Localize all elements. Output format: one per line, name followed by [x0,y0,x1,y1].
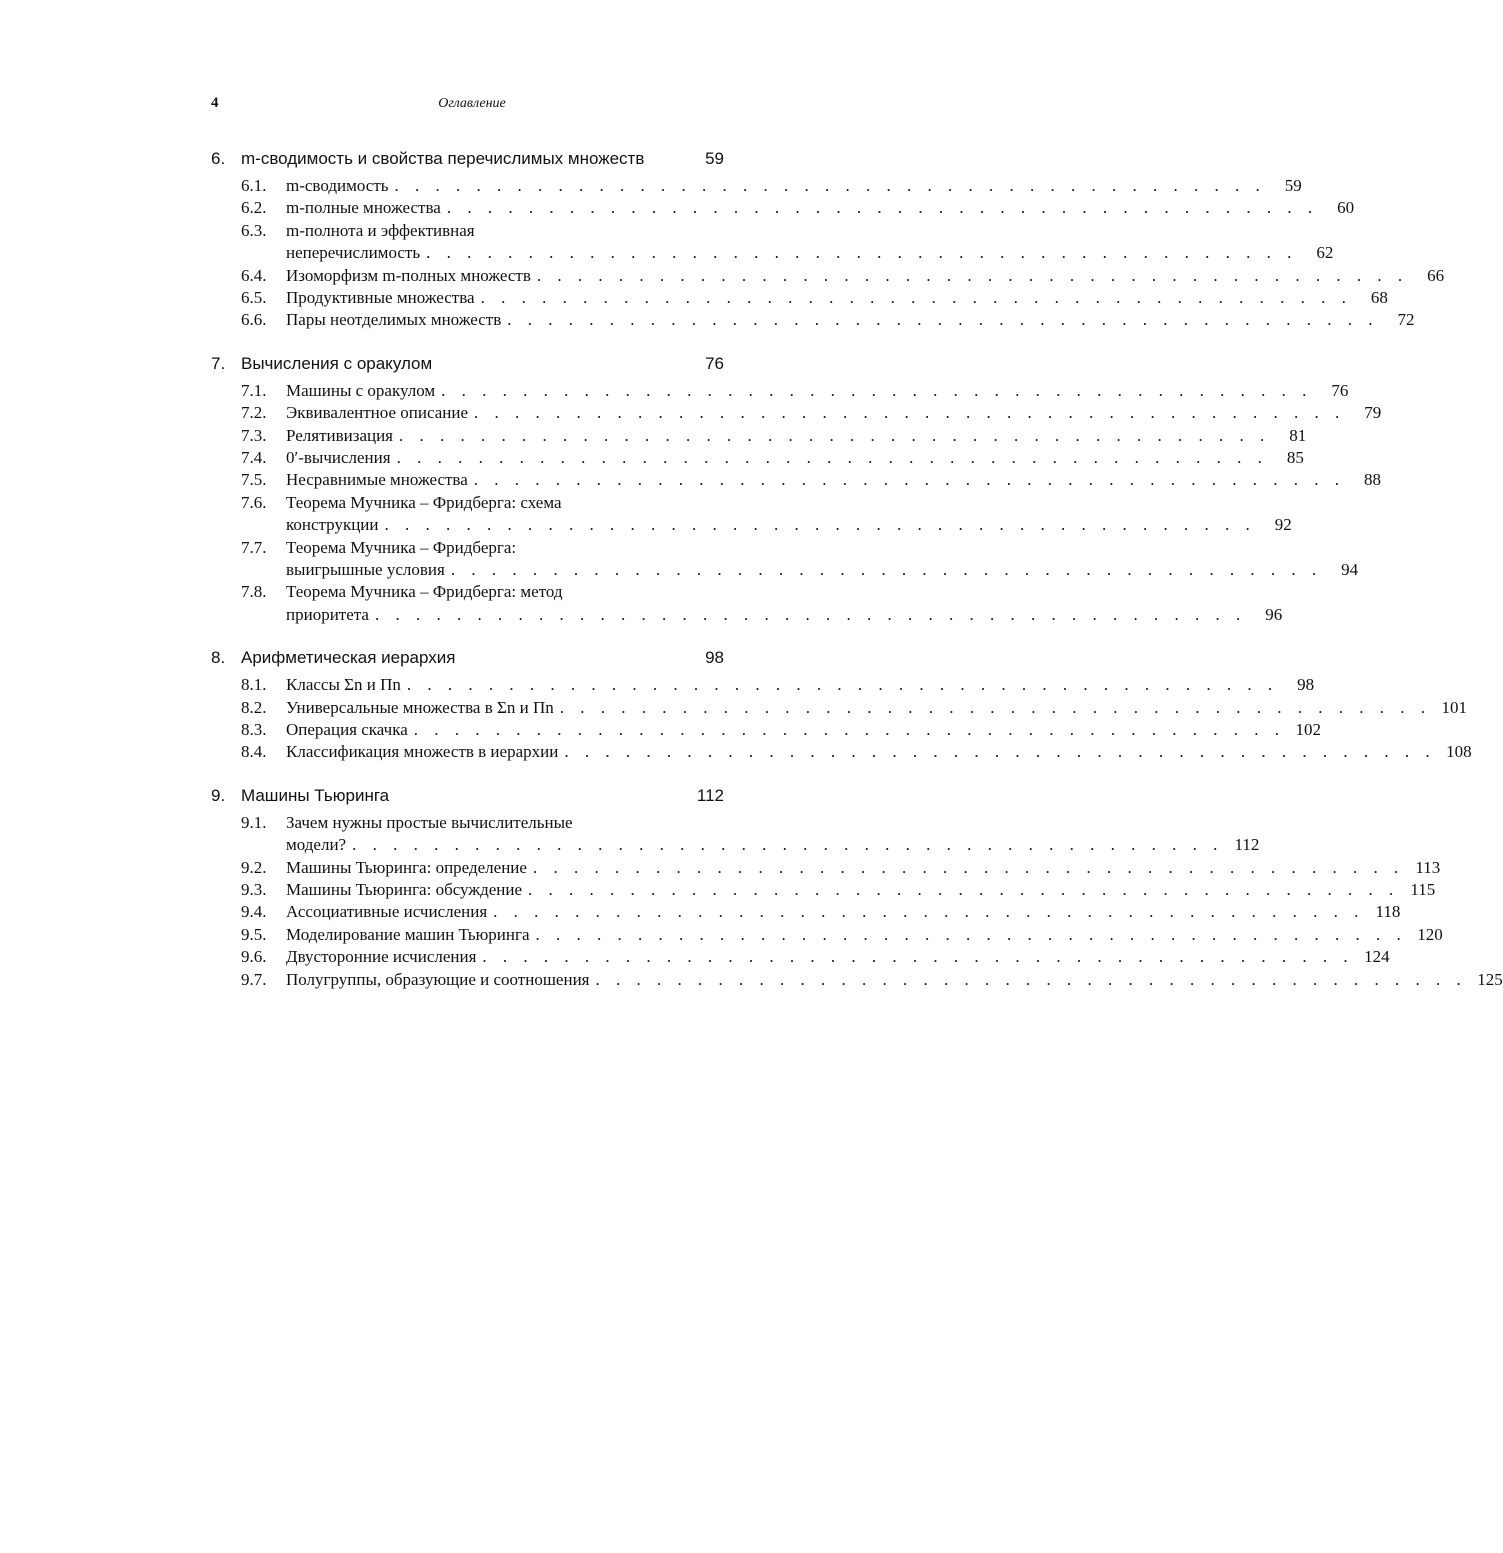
section-page: 72 [1397,310,1415,330]
section-number: 8.1. [241,675,267,695]
section-page: 79 [1364,403,1382,423]
section-number: 9.1. [241,812,267,832]
toc-section [241,287,1388,309]
dot-leader: . . . . . . . . . . . . . . . . . . . . . . . . . . . . . . . . . . . . . . . . . . . [394,176,1266,195]
section-title: Продуктивные множества [286,288,475,307]
section-page: 101 [1441,697,1467,717]
toc-section [241,402,1382,424]
section-title: Пары неотделимых множеств [286,310,502,330]
toc-section [241,581,1283,626]
section-title: Универсальные множества в Σn и Πn [286,697,554,717]
section-page: 60 [1337,198,1355,218]
section-page: 68 [1370,288,1388,307]
dot-leader: . . . . . . . . . . . . . . . . . . . . . . . . . . . . . . . . . . . . . . . . . . . [536,265,1409,285]
dot-leader: . . . . . . . . . . . . . . . . . . . . . . . . . . . . . . . . . . . . . . . . . . . [446,198,1319,218]
section-title: Теорема Мучника – Фридберга: метод [286,582,563,602]
section-title: Изоморфизм m-полных множеств [286,265,531,285]
section-number: 8.2. [241,697,267,717]
toc-section [241,697,1467,719]
section-number: 9.7. [241,969,267,989]
section-number: 9.5. [241,924,267,944]
section-title: конструкции [286,515,379,535]
dot-leader: . . . . . . . . . . . . . . . . . . . . . . . . . . . . . . . . . . . . . . . . . . . [535,924,1407,944]
chapter-number: 9. [211,785,226,805]
section-number: 7.6. [241,492,267,512]
section-number: 8.4. [241,742,267,762]
toc-section [241,175,1302,197]
toc-chapter [211,783,1503,991]
dot-leader: . . . . . . . . . . . . . . . . . . . . . . . . . . . . . . . . . . . . . . . . . . . [396,448,1268,468]
toc-section [241,425,1307,447]
dot-leader: . . . . . . . . . . . . . . . . . . . . . . . . . . . . . . . . . . . . . . . . . . . [384,515,1256,535]
dot-leader: . . . . . . . . . . . . . . . . . . . . . . . . . . . . . . . . . . . . . . . . . . . [595,969,1467,989]
section-page: 66 [1427,265,1445,285]
chapter-number: 7. [211,353,226,373]
dot-leader: . . . . . . . . . . . . . . . . . . . . . . . . . . . . . . . . . . . . . . . . . . . [426,243,1298,263]
section-title: Классы Σn и Πn [286,675,401,695]
section-page: 76 [1331,380,1349,400]
toc-section [241,537,1359,582]
dot-leader: . . . . . . . . . . . . . . . . . . . . . . . . . . . . . . . . . . . . . . . . . . . [480,288,1352,307]
section-page: 120 [1417,924,1443,944]
toc-section [241,946,1390,968]
chapter-heading [211,146,724,171]
section-page: 108 [1446,742,1472,762]
dot-leader: . . . . . . . . . . . . . . . . . . . . . . . . . . . . . . . . . . . . . . . . . . . [441,380,1313,400]
section-number: 6.2. [241,198,267,218]
section-title: Двусторонние исчисления [286,947,477,967]
toc-section [241,857,1441,879]
dot-leader: . . . . . . . . . . . . . . . . . . . . . . . . . . . . . . . . . . . . . . . . . . . [352,835,1224,855]
dot-leader: . . . . . . . . . . . . . . . . . . . . . . . . . . . . . . . . . . . . . . . . . . . [559,697,1431,717]
section-number: 6.4. [241,265,267,285]
section-title: m-полнота и эффективная [286,220,475,240]
section-title: Машины с оракулом [286,380,436,400]
section-number: 9.6. [241,947,267,967]
dot-leader: . . . . . . . . . . . . . . . . . . . . . . . . . . . . . . . . . . . . . . . . . . . [528,880,1400,899]
toc-section [241,492,1292,537]
section-number: 8.3. [241,720,267,739]
section-number: 7.1. [241,380,267,400]
section-title: Полугруппы, образующие и соотношения [286,969,590,989]
section-number: 7.8. [241,582,267,602]
dot-leader: . . . . . . . . . . . . . . . . . . . . . . . . . . . . . . . . . . . . . . . . . . . [399,425,1271,445]
dot-leader: . . . . . . . . . . . . . . . . . . . . . . . . . . . . . . . . . . . . . . . . . . . [473,470,1346,490]
section-title: Моделирование машин Тьюринга [286,924,530,944]
section-title: Машины Тьюринга: определение [286,857,527,877]
section-title: модели? [286,835,347,855]
section-page: 81 [1289,425,1307,445]
section-page: 98 [1297,675,1315,695]
section-number: 7.5. [241,470,267,490]
section-title: Операция скачка [286,720,408,739]
chapter-heading [211,351,724,376]
toc-section [241,309,1415,331]
section-number: 7.3. [241,425,267,445]
section-page: 88 [1364,470,1382,490]
toc-section [241,924,1443,946]
toc-section [241,380,1349,402]
section-page: 85 [1286,448,1304,468]
toc-section [241,447,1304,469]
section-title: Теорема Мучника – Фридберга: [286,537,517,557]
section-title: Несравнимые множества [286,470,468,490]
dot-leader: . . . . . . . . . . . . . . . . . . . . . . . . . . . . . . . . . . . . . . . . . . . [374,604,1247,624]
section-number: 9.3. [241,880,267,899]
section-page: 94 [1341,560,1359,580]
section-number: 6.5. [241,288,267,307]
section-title: Эквивалентное описание [286,403,468,423]
section-number: 7.7. [241,537,267,557]
dot-leader: . . . . . . . . . . . . . . . . . . . . . . . . . . . . . . . . . . . . . . . . . . . [450,560,1323,580]
toc-chapter [211,645,1472,764]
chapter-page: 59 [705,149,724,168]
dot-leader: . . . . . . . . . . . . . . . . . . . . . . . . . . . . . . . . . . . . . . . . . . . [564,742,1436,762]
section-page: 102 [1295,720,1321,739]
toc-section [241,197,1355,219]
toc-section [241,969,1503,991]
toc-section [241,265,1445,287]
section-page: 59 [1284,176,1302,195]
section-title: Классификация множеств в иерархии [286,742,559,762]
section-page: 92 [1274,515,1292,535]
toc-section [241,719,1321,741]
section-title: Релятивизация [286,425,394,445]
page-number: 4 [211,95,219,111]
dot-leader: . . . . . . . . . . . . . . . . . . . . . . . . . . . . . . . . . . . . . . . . . . . [482,947,1354,967]
section-page: 112 [1234,835,1260,855]
chapter-title: Вычисления с оракулом [241,353,433,373]
chapter-page: 112 [696,785,724,805]
chapter-page: 76 [705,353,724,373]
section-page: 62 [1316,243,1334,263]
chapter-number: 6. [211,149,226,168]
chapter-heading [211,645,724,670]
section-title: выигрышные условия [286,560,445,580]
chapter-number: 8. [211,648,226,668]
section-page: 96 [1265,604,1283,624]
dot-leader: . . . . . . . . . . . . . . . . . . . . . . . . . . . . . . . . . . . . . . . . . . . [474,403,1346,423]
section-number: 9.4. [241,902,267,922]
toc-section [241,674,1315,696]
section-title: 0′-вычисления [286,448,391,468]
toc-section [241,812,1260,857]
dot-leader: . . . . . . . . . . . . . . . . . . . . . . . . . . . . . . . . . . . . . . . . . . . [532,857,1405,877]
section-page: 113 [1415,857,1441,877]
section-title: m-полные множества [286,198,441,218]
dot-leader: . . . . . . . . . . . . . . . . . . . . . . . . . . . . . . . . . . . . . . . . . . . [507,310,1379,330]
section-page: 118 [1375,902,1401,922]
section-page: 124 [1364,947,1390,967]
chapter-page: 98 [705,648,724,668]
section-number: 7.2. [241,403,267,423]
section-title: неперечислимость [286,243,421,263]
toc-section [241,220,1334,265]
toc-section [241,469,1382,491]
section-title: Ассоциативные исчисления [286,902,488,922]
section-title: m-сводимость [286,176,389,195]
section-number: 6.3. [241,220,267,240]
chapter-heading [211,783,724,808]
chapter-title: Машины Тьюринга [241,785,390,805]
toc-section [241,741,1472,763]
toc-chapter [211,146,1445,332]
dot-leader: . . . . . . . . . . . . . . . . . . . . . . . . . . . . . . . . . . . . . . . . . . . [493,902,1365,922]
toc-section [241,901,1401,923]
section-number: 6.1. [241,176,267,195]
toc-section [241,879,1436,901]
toc-chapter [211,351,1382,626]
dot-leader: . . . . . . . . . . . . . . . . . . . . . . . . . . . . . . . . . . . . . . . . . . . [413,720,1285,739]
section-page: 115 [1410,880,1436,899]
dot-leader: . . . . . . . . . . . . . . . . . . . . . . . . . . . . . . . . . . . . . . . . . . . [406,675,1279,695]
section-title: Зачем нужны простые вычислительные [286,812,573,832]
table-of-contents [211,146,1503,1010]
section-title: Машины Тьюринга: обсуждение [286,880,522,899]
section-title: приоритета [286,604,369,624]
chapter-title: Арифметическая иерархия [241,648,456,668]
section-page: 125 [1477,969,1503,989]
running-title: Оглавление [438,96,506,111]
section-number: 6.6. [241,310,267,330]
section-title: Теорема Мучника – Фридберга: схема [286,492,562,512]
chapter-title: m-сводимость и свойства перечислимых множеств [241,149,645,168]
section-number: 9.2. [241,857,267,877]
section-number: 7.4. [241,448,267,468]
